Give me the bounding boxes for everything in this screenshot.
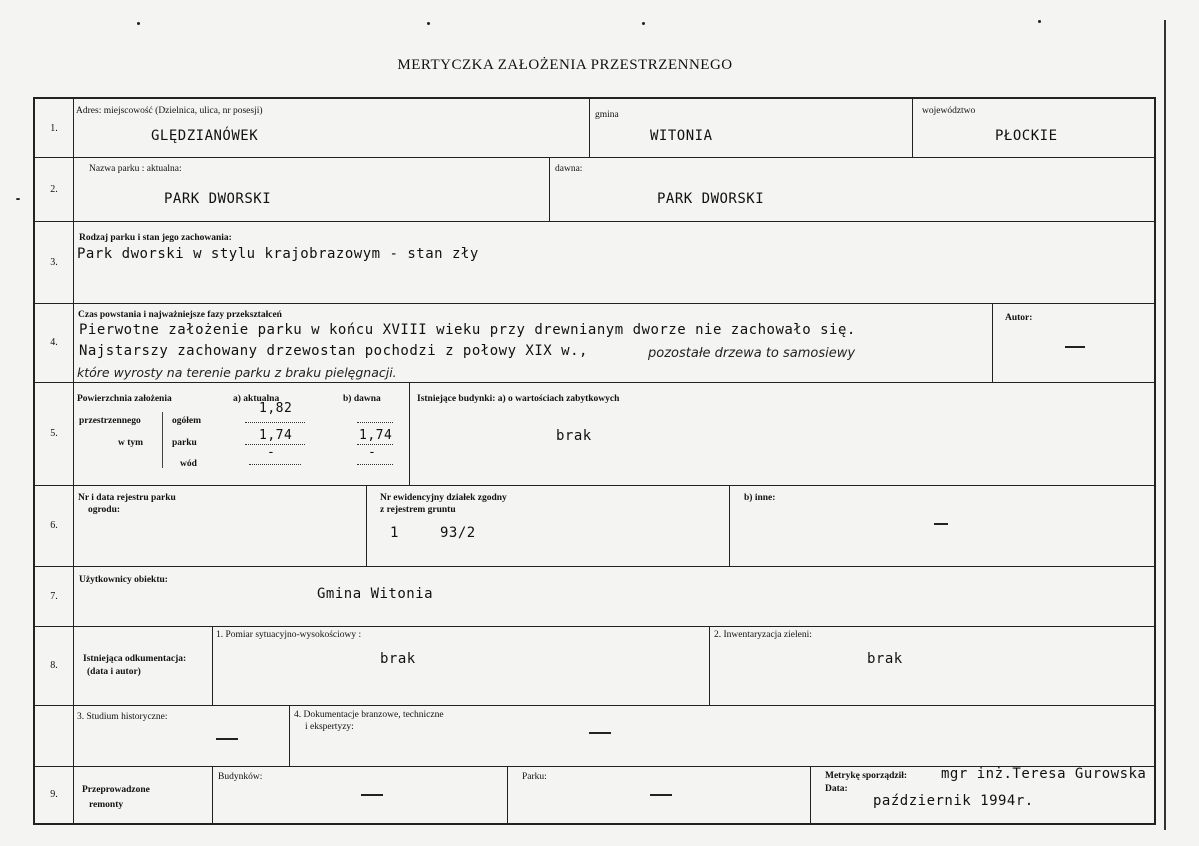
- area-divider: [162, 412, 163, 468]
- area-col-a-label: a) aktualna: [233, 394, 280, 404]
- row-registry: [35, 485, 1154, 567]
- users-cell: [73, 566, 1154, 626]
- voivodeship-cell: [913, 99, 1154, 157]
- greenery-label: 2. Inwentaryzacja zieleni:: [714, 630, 812, 640]
- w-tym-label: w tym: [118, 438, 144, 448]
- gmina-value: WITONIA: [650, 128, 713, 144]
- area-former-park: 1,74: [359, 428, 393, 443]
- park-renovations-cell: [508, 766, 811, 823]
- historical-study-label: 3. Studium historyczne:: [77, 712, 168, 722]
- expertise-label-2: i ekspertyzy:: [305, 722, 354, 732]
- plots-value-2: 93/2: [440, 525, 476, 541]
- gmina-cell: [590, 99, 913, 157]
- row-park-name: [35, 157, 1154, 222]
- former-name-label: dawna:: [555, 164, 583, 174]
- date-value: październik 1994r.: [873, 793, 1034, 809]
- prepared-by-cell: [811, 766, 1154, 823]
- punch-mark: [642, 22, 645, 25]
- punch-mark: [1038, 20, 1041, 23]
- historical-study-cell: [73, 705, 290, 766]
- history-line-2: Najstarszy zachowany drzewostan pochodzi z połowy XIX w.,: [79, 343, 588, 359]
- row-park-type: [35, 221, 1154, 304]
- current-name-label: Nazwa parku : aktualna:: [89, 164, 182, 174]
- row-studies: [35, 705, 1154, 767]
- prepared-by-value: mgr inż.Teresa Gurowska: [941, 766, 1147, 782]
- buildings-cell: [410, 382, 1154, 485]
- ogolem-label: ogółem: [172, 416, 202, 426]
- prepared-by-label: Metrykę sporządził:: [825, 771, 908, 781]
- buildings-value: brak: [556, 428, 592, 444]
- row-number: 6.: [35, 485, 74, 566]
- voivodeship-value: PŁOCKIE: [995, 128, 1058, 144]
- buildings-renovations-empty-dash: [361, 794, 383, 796]
- row-address: [35, 99, 1154, 158]
- area-label: Powierzchnia założenia: [77, 394, 172, 404]
- other-label: b) inne:: [744, 493, 776, 503]
- plots-cell: [367, 485, 730, 566]
- greenery-cell: [710, 626, 1154, 705]
- plots-label-2: z rejestrem gruntu: [380, 505, 456, 515]
- parku-label: parku: [172, 438, 197, 448]
- row-number: 7.: [35, 566, 74, 626]
- punch-mark: [137, 22, 140, 25]
- former-name-cell: [550, 157, 1154, 221]
- park-renovations-label: Parku:: [522, 772, 547, 782]
- renovations-cell: [73, 766, 213, 823]
- historical-study-empty-dash: [216, 738, 238, 740]
- dotted-line: [357, 422, 393, 423]
- address-cell: [73, 99, 590, 157]
- documentation-cell: [73, 626, 213, 705]
- row-number: 5.: [35, 382, 74, 485]
- area-current-water: -: [267, 445, 276, 460]
- row-number: 2.: [35, 157, 74, 221]
- voivodeship-label: województwo: [922, 106, 976, 116]
- area-former-water: -: [368, 445, 377, 460]
- buildings-renovations-cell: [213, 766, 508, 823]
- buildings-renovations-label: Budynków:: [218, 772, 263, 782]
- author-empty-dash: [1065, 346, 1085, 348]
- page-title: MERTYCZKA ZAŁOŻENIA PRZESTRZENNEGO: [397, 57, 733, 73]
- other-empty-dash: [934, 523, 948, 525]
- park-renovations-empty-dash: [650, 794, 672, 796]
- current-name-value: PARK DWORSKI: [164, 191, 272, 207]
- dotted-line: [357, 464, 393, 465]
- author-label: Autor:: [1005, 313, 1033, 323]
- gmina-label: gmina: [595, 110, 619, 120]
- row-number: 3.: [35, 221, 74, 303]
- expertise-empty-dash: [589, 732, 611, 734]
- park-type-value: Park dworski w stylu krajobrazowym - stan zły: [77, 246, 479, 262]
- survey-cell: [213, 626, 710, 705]
- row-renovations: [35, 766, 1154, 823]
- register-form: [33, 97, 1156, 825]
- survey-value: brak: [380, 651, 416, 667]
- documentation-label-1: Istniejąca odkumentacja:: [83, 654, 187, 664]
- greenery-value: brak: [867, 651, 903, 667]
- address-label: Adres: miejscowość (Dzielnica, ulica, nr posesji): [76, 106, 263, 116]
- dotted-line: [245, 422, 305, 423]
- przestrzennego-label: przestrzennego: [79, 416, 141, 426]
- row-users: [35, 566, 1154, 627]
- author-cell: [993, 303, 1154, 382]
- history-cell: [73, 303, 993, 382]
- park-type-cell: [73, 221, 1154, 303]
- wod-label: wód: [180, 459, 197, 469]
- renovations-label-2: remonty: [89, 800, 124, 810]
- plots-label-1: Nr ewidencyjny działek zgodny: [380, 493, 507, 503]
- area-current-park: 1,74: [259, 428, 293, 443]
- users-label: Użytkownicy obiektu:: [79, 575, 168, 585]
- date-label: Data:: [825, 784, 848, 794]
- row-history: [35, 303, 1154, 383]
- row-number: 8.: [35, 626, 74, 705]
- dotted-line: [249, 464, 301, 465]
- registry-label-1: Nr i data rejestru parku: [78, 493, 176, 503]
- renovations-label-1: Przeprowadzone: [82, 785, 150, 795]
- former-name-value: PARK DWORSKI: [657, 191, 765, 207]
- other-cell: [730, 485, 1154, 566]
- registry-label-2: ogrodu:: [88, 505, 121, 515]
- row-number-empty: [35, 705, 74, 766]
- history-line-2-handwritten: pozostałe drzewa to samosiewy: [648, 346, 856, 361]
- park-type-label: Rodzaj parku i stan jego zachowania:: [79, 233, 232, 243]
- address-value: GLĘDZIANÓWEK: [151, 128, 259, 144]
- punch-mark: [427, 22, 430, 25]
- row-number: 1.: [35, 99, 74, 157]
- buildings-label: Istniejące budynki: a) o wartościach zabytkowych: [417, 394, 620, 404]
- current-name-cell: [73, 157, 550, 221]
- row-documentation: [35, 626, 1154, 706]
- documentation-label-2: (data i autor): [87, 667, 141, 677]
- area-current-total: 1,82: [259, 401, 293, 416]
- row-number: 9.: [35, 766, 74, 823]
- row-number: 4.: [35, 303, 74, 382]
- page-edge: [1164, 20, 1166, 830]
- plots-value-1: 1: [390, 525, 399, 541]
- history-line-1: Pierwotne założenie parku w końcu XVIII wieku przy drewnianym dworze nie zachowało się.: [79, 322, 856, 338]
- registry-cell: [73, 485, 367, 566]
- row-area: [35, 382, 1154, 486]
- expertise-label-1: 4. Dokumentacje branzowe, techniczne: [294, 710, 444, 720]
- history-label: Czas powstania i najważniejsze fazy przekształceń: [78, 310, 282, 320]
- history-line-3-handwritten: które wyrosty na terenie parku z braku pielęgnacji.: [77, 365, 397, 380]
- area-cell: [73, 382, 410, 485]
- punch-mark: [16, 198, 20, 200]
- area-col-b-label: b) dawna: [343, 394, 381, 404]
- survey-label: 1. Pomiar sytuacyjno-wysokościowy :: [216, 630, 362, 640]
- expertise-cell: [290, 705, 1154, 766]
- users-value: Gmina Witonia: [317, 586, 434, 602]
